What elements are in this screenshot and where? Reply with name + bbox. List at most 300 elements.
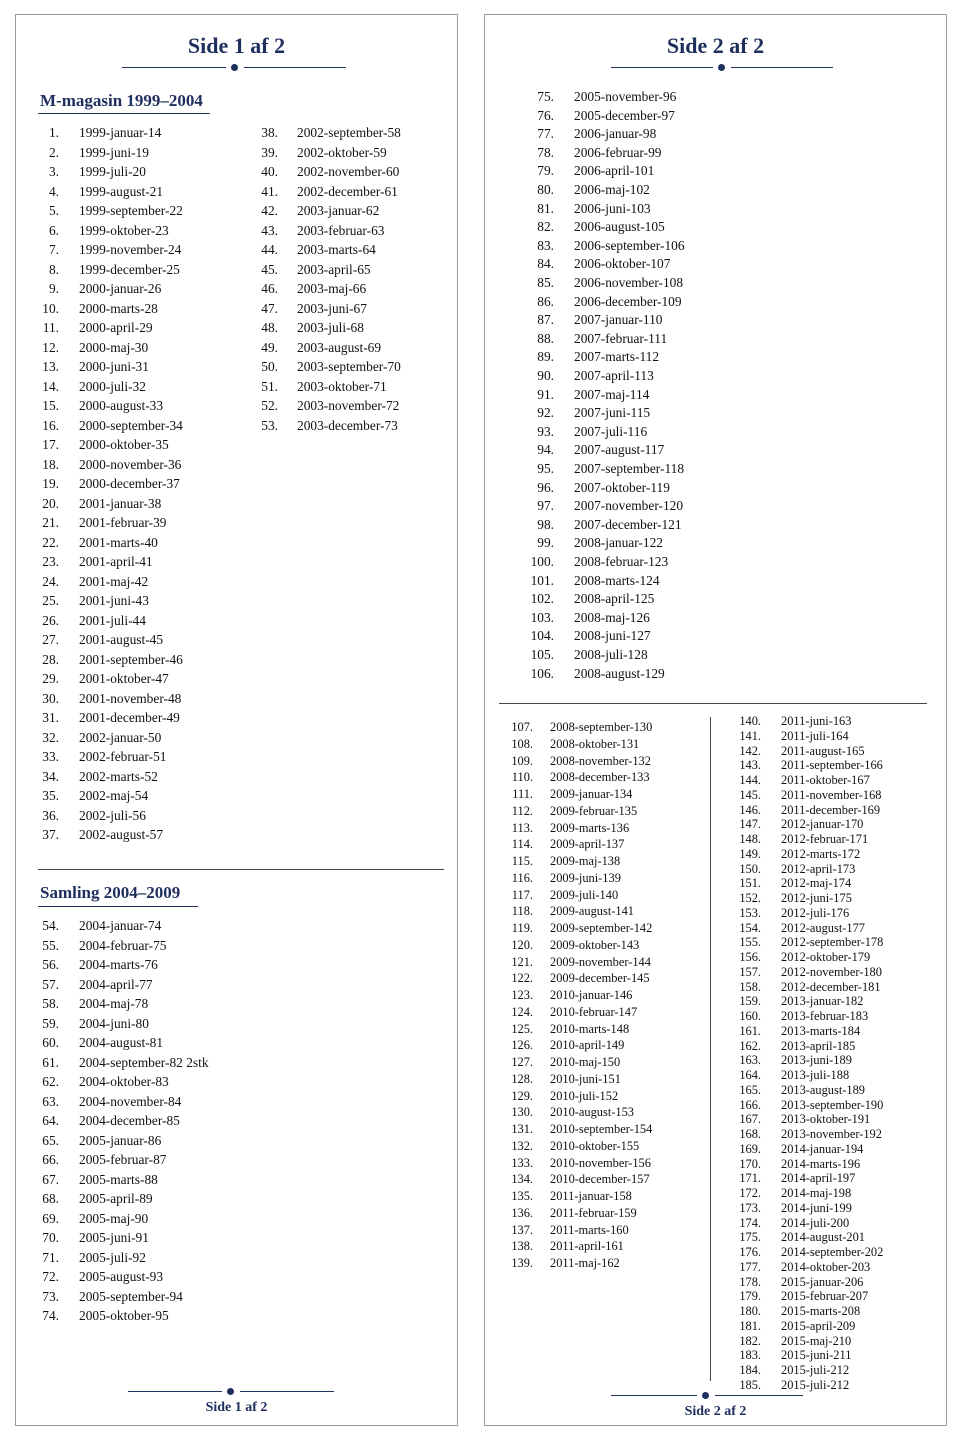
item-label: 2001-november-48 — [79, 690, 182, 706]
item-label: 2013-august-189 — [781, 1082, 865, 1097]
item-number: 109. — [511, 753, 533, 768]
item-label: 2000-maj-30 — [79, 339, 149, 355]
item-label: 2003-maj-66 — [297, 281, 367, 296]
item-number: 56. — [42, 957, 59, 972]
item-label: 2012-februar-171 — [781, 832, 869, 846]
item-label: 2009-september-142 — [550, 921, 653, 935]
item-label: 2003-september-70 — [297, 359, 401, 374]
item-number: 120. — [511, 937, 533, 952]
item-label: 2005-februar-87 — [79, 1152, 167, 1167]
item-label: 2009-juli-140 — [550, 887, 619, 902]
item-label: 2008-september-130 — [550, 720, 653, 734]
item-label: 2008-august-129 — [574, 665, 665, 681]
item-number: 35. — [42, 788, 59, 803]
item-label: 2012-maj-174 — [781, 876, 852, 891]
item-number: 73. — [42, 1288, 59, 1304]
item-label: 2010-februar-147 — [550, 1004, 638, 1019]
item-number: 79. — [537, 163, 554, 179]
item-label: 2005-januar-86 — [79, 1132, 162, 1148]
item-label: 2005-april-89 — [79, 1191, 153, 1206]
item-number: 42. — [261, 203, 278, 218]
item-number: 181. — [739, 1318, 761, 1333]
item-number: 129. — [511, 1088, 533, 1103]
item-label: 2010-maj-150 — [550, 1055, 621, 1069]
item-number: 84. — [537, 256, 554, 272]
item-number: 118. — [511, 904, 533, 919]
item-label: 2014-januar-194 — [781, 1141, 864, 1156]
item-label: 2004-september-82 2stk — [79, 1054, 209, 1070]
item-number: 3. — [48, 164, 59, 179]
item-number: 128. — [511, 1071, 533, 1086]
item-number: 134. — [511, 1172, 533, 1187]
item-number: 37. — [42, 827, 59, 842]
item-label: 2004-maj-78 — [79, 996, 149, 1011]
item-label: 2004-marts-76 — [79, 957, 158, 972]
item-number: 39. — [261, 144, 278, 160]
item-label: 2006-april-101 — [574, 163, 655, 179]
item-label: 2008-maj-126 — [574, 609, 650, 625]
item-label: 2004-oktober-83 — [79, 1074, 169, 1089]
item-label: 2009-august-141 — [550, 904, 634, 919]
item-label: 2001-januar-38 — [79, 495, 162, 511]
item-label: 2004-februar-75 — [79, 937, 167, 953]
item-label: 2009-oktober-143 — [550, 937, 640, 952]
divider-dot-icon — [718, 64, 725, 71]
item-number: 126. — [511, 1038, 533, 1053]
item-label: 2007-december-121 — [574, 516, 682, 532]
item-number: 8. — [48, 261, 59, 277]
title-divider — [611, 63, 833, 73]
item-label: 2005-november-96 — [574, 89, 677, 104]
item-number: 4. — [48, 183, 59, 199]
item-number: 55. — [42, 937, 59, 953]
item-number: 14. — [42, 378, 59, 394]
item-label: 2006-december-109 — [574, 293, 682, 309]
item-label: 2015-april-209 — [781, 1318, 856, 1333]
item-label: 2002-januar-50 — [79, 729, 162, 745]
item-label: 2003-december-73 — [297, 417, 398, 433]
item-label: 2013-marts-184 — [781, 1023, 861, 1038]
item-label: 2015-marts-208 — [781, 1304, 861, 1318]
item-label: 2004-november-84 — [79, 1093, 182, 1109]
item-label: 2008-juni-127 — [574, 628, 651, 644]
item-label: 2000-marts-28 — [79, 300, 158, 316]
item-label: 2004-december-85 — [79, 1113, 180, 1128]
item-number: 93. — [537, 423, 554, 439]
item-number: 111. — [512, 787, 533, 801]
item-label: 2015-februar-207 — [781, 1289, 869, 1304]
item-number: 15. — [42, 398, 59, 413]
item-label: 2011-september-166 — [781, 758, 883, 773]
item-number: 174. — [739, 1215, 761, 1230]
item-label: 2007-februar-111 — [574, 330, 668, 346]
item-label: 2013-juni-189 — [781, 1053, 852, 1068]
item-label: 2005-december-97 — [574, 107, 675, 123]
item-number: 91. — [537, 386, 554, 402]
item-label: 2005-juni-91 — [79, 1230, 149, 1245]
item-number: 106. — [530, 665, 554, 681]
item-number: 69. — [42, 1210, 59, 1226]
item-number: 67. — [42, 1171, 59, 1187]
item-label: 2013-januar-182 — [781, 994, 864, 1009]
item-number: 22. — [42, 534, 59, 550]
item-number: 12. — [42, 339, 59, 355]
item-label: 2010-december-157 — [550, 1172, 650, 1187]
item-number: 53. — [261, 417, 278, 433]
item-number: 66. — [42, 1152, 59, 1167]
item-label: 2002-august-57 — [79, 827, 164, 842]
item-number: 167. — [739, 1112, 761, 1127]
item-number: 165. — [739, 1082, 761, 1097]
item-label: 2000-oktober-35 — [79, 437, 169, 452]
item-label: 2013-februar-183 — [781, 1009, 869, 1023]
item-number: 21. — [42, 515, 59, 530]
item-number: 47. — [261, 300, 278, 316]
item-label: 2002-maj-54 — [79, 788, 149, 803]
item-number: 57. — [42, 976, 59, 992]
item-number: 114. — [511, 837, 533, 852]
item-label: 2001-oktober-47 — [79, 671, 169, 686]
item-number: 70. — [42, 1230, 59, 1245]
item-label: 1999-december-25 — [79, 261, 180, 277]
item-label: 2002-marts-52 — [79, 768, 158, 784]
item-label: 2013-november-192 — [781, 1127, 882, 1141]
item-label: 2015-januar-206 — [781, 1274, 864, 1289]
item-label: 2008-november-132 — [550, 753, 651, 768]
item-number: 104. — [530, 628, 554, 644]
item-label: 2011-august-165 — [781, 743, 865, 758]
item-number: 123. — [511, 988, 533, 1002]
item-label: 2000-august-33 — [79, 398, 164, 413]
item-label: 2011-juni-163 — [781, 714, 852, 728]
item-label: 2014-august-201 — [781, 1230, 865, 1245]
item-label: 2000-juni-31 — [79, 359, 149, 374]
item-number: 147. — [739, 817, 761, 832]
item-number: 176. — [739, 1245, 761, 1259]
item-label: 2007-april-113 — [574, 368, 654, 383]
item-label: 1999-november-24 — [79, 242, 182, 257]
item-label: 2001-august-45 — [79, 632, 164, 647]
item-number: 40. — [261, 164, 278, 179]
item-number: 164. — [739, 1068, 761, 1082]
item-label: 2005-september-94 — [79, 1288, 183, 1304]
item-number: 132. — [511, 1138, 533, 1153]
item-number: 178. — [739, 1274, 761, 1289]
item-label: 2007-januar-110 — [574, 312, 663, 328]
item-label: 2012-december-181 — [781, 979, 881, 994]
item-number: 150. — [739, 861, 761, 876]
item-number: 88. — [537, 330, 554, 346]
section-divider — [499, 703, 927, 704]
item-label: 2012-januar-170 — [781, 817, 864, 832]
item-number: 38. — [261, 125, 278, 140]
item-label: 2007-juni-115 — [574, 405, 651, 421]
item-number: 54. — [42, 918, 59, 933]
item-number: 19. — [42, 476, 59, 491]
item-number: 135. — [511, 1189, 533, 1203]
item-label: 2012-juni-175 — [781, 891, 852, 905]
item-label: 2007-maj-114 — [574, 386, 650, 402]
item-label: 2015-juli-212 — [781, 1363, 850, 1377]
item-number: 95. — [537, 461, 554, 476]
item-number: 105. — [530, 647, 554, 662]
item-number: 74. — [42, 1308, 59, 1323]
page-1-sheet — [15, 14, 458, 1426]
item-label: 2012-november-180 — [781, 964, 882, 979]
item-number: 68. — [42, 1191, 59, 1206]
item-number: 27. — [42, 632, 59, 647]
item-label: 1999-juli-20 — [79, 164, 146, 179]
item-number: 152. — [739, 891, 761, 905]
item-label: 1999-januar-14 — [79, 125, 162, 140]
item-number: 87. — [537, 312, 554, 328]
item-label: 2003-november-72 — [297, 398, 400, 413]
item-number: 85. — [537, 275, 554, 290]
page-2-title: Side 2 af 2 — [666, 33, 765, 58]
section-title-m-magasin: M-magasin 1999–2004 — [40, 91, 203, 110]
item-number: 99. — [537, 535, 554, 551]
item-number: 45. — [261, 261, 278, 277]
item-label: 2001-december-49 — [79, 710, 180, 725]
item-number: 184. — [739, 1363, 761, 1377]
item-number: 31. — [42, 710, 59, 725]
item-number: 163. — [739, 1053, 761, 1068]
item-number: 13. — [42, 359, 59, 374]
item-label: 2003-oktober-71 — [297, 378, 387, 394]
item-label: 2000-januar-26 — [79, 281, 162, 296]
item-label: 2015-maj-210 — [781, 1333, 852, 1348]
item-label: 2007-november-120 — [574, 498, 684, 514]
item-label: 2002-oktober-59 — [297, 144, 387, 160]
item-label: 2005-august-93 — [79, 1269, 164, 1284]
item-number: 76. — [537, 107, 554, 123]
section-underline — [38, 906, 198, 907]
item-label: 2000-september-34 — [79, 417, 183, 433]
item-label: 2002-december-61 — [297, 183, 398, 199]
item-number: 6. — [48, 222, 59, 238]
item-label: 2002-november-60 — [297, 164, 400, 179]
item-number: 80. — [537, 182, 554, 197]
item-number: 140. — [739, 714, 761, 728]
item-label: 2012-juli-176 — [781, 905, 850, 920]
item-label: 2001-juli-44 — [79, 612, 146, 628]
item-number: 34. — [42, 768, 59, 784]
item-number: 28. — [42, 651, 59, 667]
item-number: 98. — [537, 516, 554, 532]
item-number: 141. — [739, 728, 761, 743]
item-number: 179. — [739, 1289, 761, 1304]
item-label: 2007-oktober-119 — [574, 479, 670, 495]
item-label: 2005-oktober-95 — [79, 1308, 169, 1323]
item-number: 77. — [537, 126, 554, 142]
item-number: 173. — [739, 1200, 761, 1215]
item-number: 138. — [511, 1239, 533, 1254]
item-number: 110. — [511, 770, 533, 785]
item-label: 2000-december-37 — [79, 476, 180, 491]
item-number: 168. — [739, 1127, 761, 1141]
item-label: 2005-juli-92 — [79, 1249, 146, 1265]
item-number: 64. — [42, 1113, 59, 1128]
item-number: 33. — [42, 749, 59, 764]
item-label: 2003-marts-64 — [297, 242, 376, 257]
item-number: 89. — [537, 349, 554, 365]
item-number: 149. — [739, 846, 761, 861]
item-label: 2003-april-65 — [297, 261, 371, 277]
item-number: 71. — [42, 1249, 59, 1265]
item-label: 2005-marts-88 — [79, 1171, 158, 1187]
item-number: 82. — [537, 219, 554, 235]
item-number: 159. — [739, 994, 761, 1009]
item-label: 2013-oktober-191 — [781, 1112, 871, 1127]
item-label: 2001-februar-39 — [79, 515, 167, 530]
item-number: 115. — [511, 854, 533, 868]
item-label: 2006-juni-103 — [574, 200, 651, 216]
item-label: 2012-oktober-179 — [781, 950, 871, 964]
item-number: 36. — [42, 807, 59, 823]
item-label: 2007-marts-112 — [574, 349, 660, 365]
item-label: 2012-april-173 — [781, 861, 856, 876]
item-label: 2012-august-177 — [781, 920, 865, 935]
item-number: 23. — [42, 554, 59, 569]
item-label: 1999-august-21 — [79, 183, 164, 199]
item-number: 153. — [739, 905, 761, 920]
item-label: 2011-maj-162 — [550, 1256, 620, 1270]
divider-dot-icon — [231, 64, 238, 71]
footer-divider — [128, 1387, 334, 1397]
item-number: 116. — [511, 870, 533, 885]
item-number: 131. — [511, 1122, 533, 1136]
item-label: 2011-januar-158 — [550, 1189, 632, 1203]
title-divider — [122, 63, 346, 73]
item-number: 50. — [261, 359, 278, 374]
item-number: 48. — [261, 320, 278, 335]
page-2-sheet — [484, 14, 947, 1426]
item-number: 16. — [42, 417, 59, 433]
item-number: 146. — [739, 802, 761, 817]
item-number: 154. — [739, 920, 761, 935]
item-number: 63. — [42, 1093, 59, 1109]
item-label: 2011-juli-164 — [781, 728, 849, 743]
item-number: 2. — [48, 144, 59, 160]
item-label: 2010-oktober-155 — [550, 1138, 640, 1153]
item-number: 9. — [48, 281, 59, 296]
item-number: 124. — [511, 1004, 533, 1019]
item-number: 145. — [739, 787, 761, 802]
item-number: 20. — [42, 495, 59, 511]
item-number: 72. — [42, 1269, 59, 1284]
item-number: 75. — [537, 89, 554, 104]
item-label: 2012-september-178 — [781, 935, 884, 950]
item-number: 108. — [511, 736, 533, 751]
item-number: 65. — [42, 1132, 59, 1148]
item-label: 2004-august-81 — [79, 1035, 164, 1050]
item-label: 2014-juli-200 — [781, 1215, 850, 1230]
item-number: 18. — [42, 456, 59, 472]
item-label: 2008-juli-128 — [574, 647, 648, 662]
item-label: 2006-januar-98 — [574, 126, 657, 142]
section-title-samling: Samling 2004–2009 — [40, 883, 181, 902]
item-number: 113. — [511, 820, 533, 835]
item-number: 96. — [537, 479, 554, 495]
item-number: 49. — [261, 339, 278, 355]
item-label: 2009-november-144 — [550, 954, 651, 969]
item-number: 52. — [261, 398, 278, 413]
item-label: 2001-maj-42 — [79, 573, 149, 589]
item-label: 2012-marts-172 — [781, 846, 861, 861]
section-divider — [38, 869, 444, 870]
item-label: 2009-april-137 — [550, 837, 625, 852]
item-label: 2007-september-118 — [574, 461, 685, 476]
item-label: 1999-september-22 — [79, 203, 183, 218]
item-label: 2002-juli-56 — [79, 807, 146, 823]
item-label: 2010-juli-152 — [550, 1088, 619, 1103]
item-label: 2010-august-153 — [550, 1105, 634, 1120]
item-label: 2009-februar-135 — [550, 803, 638, 818]
item-number: 172. — [739, 1186, 761, 1200]
item-number: 10. — [42, 300, 59, 316]
item-label: 1999-juni-19 — [79, 144, 149, 160]
item-label: 2009-juni-139 — [550, 870, 621, 885]
item-number: 62. — [42, 1074, 59, 1089]
item-label: 2001-september-46 — [79, 651, 183, 667]
item-label: 2003-januar-62 — [297, 203, 380, 218]
item-number: 101. — [530, 572, 554, 588]
item-label: 2014-oktober-203 — [781, 1259, 871, 1274]
item-number: 185. — [739, 1377, 761, 1392]
item-number: 142. — [739, 743, 761, 758]
item-label: 2001-april-41 — [79, 554, 153, 569]
item-number: 171. — [739, 1171, 761, 1186]
item-number: 29. — [42, 671, 59, 686]
item-label: 2013-juli-188 — [781, 1068, 850, 1082]
item-label: 2010-januar-146 — [550, 988, 633, 1002]
item-label: 2011-oktober-167 — [781, 773, 870, 787]
item-number: 144. — [739, 773, 761, 787]
item-number: 112. — [511, 803, 533, 818]
item-number: 130. — [511, 1105, 533, 1120]
item-label: 2011-november-168 — [781, 787, 882, 802]
page-1-footer: Side 1 af 2 — [205, 1400, 268, 1415]
item-number: 32. — [42, 729, 59, 745]
item-label: 2005-maj-90 — [79, 1210, 149, 1226]
item-number: 156. — [739, 950, 761, 964]
item-number: 133. — [511, 1155, 533, 1170]
item-label: 2009-januar-134 — [550, 787, 633, 801]
item-label: 2008-april-125 — [574, 591, 655, 607]
item-number: 137. — [511, 1222, 533, 1237]
item-label: 2013-september-190 — [781, 1097, 884, 1112]
item-label: 2009-maj-138 — [550, 854, 621, 868]
item-label: 2003-juli-68 — [297, 320, 364, 335]
section-underline — [38, 113, 210, 114]
item-number: 161. — [739, 1023, 761, 1038]
item-label: 2010-marts-148 — [550, 1021, 630, 1036]
item-number: 182. — [739, 1333, 761, 1348]
item-number: 59. — [42, 1015, 59, 1031]
item-label: 2009-december-145 — [550, 971, 650, 986]
item-number: 125. — [511, 1021, 533, 1036]
item-number: 92. — [537, 405, 554, 421]
item-label: 2010-juni-151 — [550, 1071, 621, 1086]
item-label: 2007-juli-116 — [574, 423, 648, 439]
item-number: 183. — [739, 1348, 761, 1363]
item-number: 43. — [261, 222, 278, 238]
item-number: 78. — [537, 144, 554, 160]
item-label: 2006-september-106 — [574, 237, 685, 253]
item-label: 2002-september-58 — [297, 125, 401, 140]
item-label: 2014-september-202 — [781, 1245, 884, 1259]
item-label: 2008-februar-123 — [574, 554, 669, 569]
